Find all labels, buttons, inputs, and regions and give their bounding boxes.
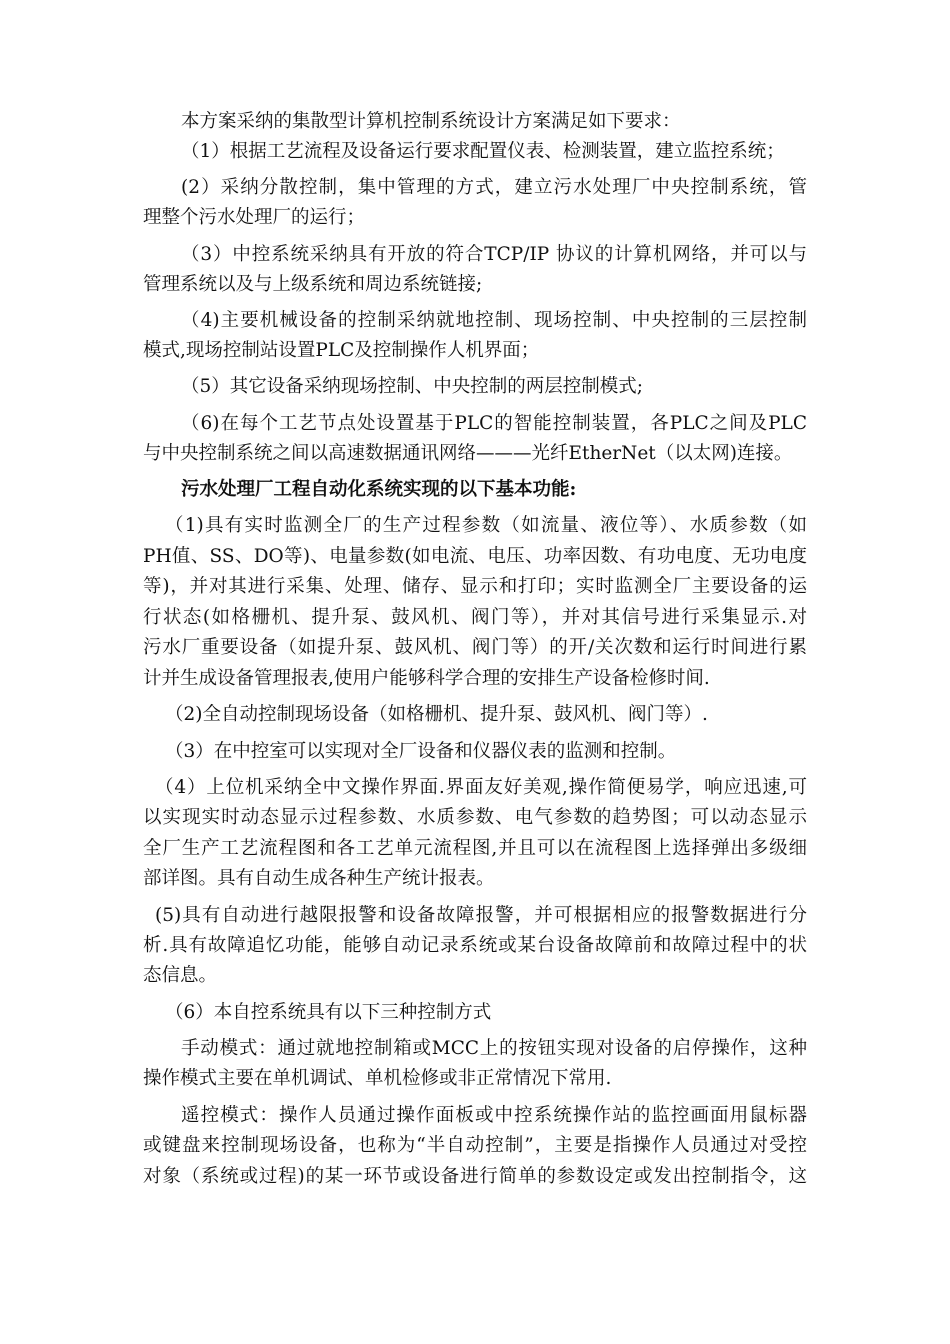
text-line: 污水厂重要设备（如提升泵、鼓风机、阀门等）的开/关次数和运行时间进行累 <box>143 637 807 658</box>
text-line: 部详图。具有自动生成各种生产统计报表。 <box>143 868 495 889</box>
text-line: （4）上位机采纳全中文操作界面.界面友好美观,操作简便易学，响应迅速,可 <box>155 777 807 798</box>
text-line: 手动模式：通过就地控制箱或MCC上的按钮实现对设备的启停操作，这种 <box>181 1038 807 1059</box>
text-line: 管理系统以及与上级系统和周边系统链接; <box>143 274 483 295</box>
text-line: 态信息。 <box>143 965 218 986</box>
text-line: （3）在中控室可以实现对全厂设备和仪器仪表的监测和控制。 <box>165 741 677 762</box>
text-line: 模式,现场控制站设置PLC及控制操作人机界面； <box>143 340 540 361</box>
text-line: 计并生成设备管理报表,使用户能够科学合理的安排生产设备检修时间. <box>143 668 710 689</box>
text-line: 等)，并对其进行采集、处理、储存、显示和打印；实时监测全厂主要设备的运 <box>143 576 807 597</box>
text-line: 遥控模式：操作人员通过操作面板或中控系统操作站的监控画面用鼠标器 <box>181 1105 807 1126</box>
text-line: 或键盘来控制现场设备，也称为“半自动控制”，主要是指操作人员通过对受控 <box>143 1135 807 1156</box>
text-line: 以实现实时动态显示过程参数、水质参数、电气参数的趋势图；可以动态显示 <box>143 807 807 828</box>
text-line: (2）采纳分散控制，集中管理的方式，建立污水处理厂中央控制系统，管 <box>181 177 807 198</box>
text-line: (5)具有自动进行越限报警和设备故障报警，并可根据相应的报警数据进行分 <box>155 905 807 926</box>
text-line: （5）其它设备采纳现场控制、中央控制的两层控制模式; <box>181 376 644 397</box>
text-line: （6)在每个工艺节点处设置基于PLC的智能控制装置，各PLC之间及PLC <box>181 413 807 434</box>
text-line: （1)具有实时监测全厂的生产过程参数（如流量、液位等）、水质参数（如 <box>165 515 807 536</box>
text-line: （3）中控系统采纳具有开放的符合TCP/IP 协议的计算机网络，并可以与 <box>181 244 807 265</box>
text-line: PH值、SS、DO等)、电量参数(如电流、电压、功率因数、有功电度、无功电度 <box>143 546 807 567</box>
text-line: （1）根据工艺流程及设备运行要求配置仪表、检测装置，建立监控系统； <box>181 141 785 162</box>
text-line: 操作模式主要在单机调试、单机检修或非正常情况下常用. <box>143 1068 612 1089</box>
text-line: 理整个污水处理厂的运行； <box>143 207 366 228</box>
text-line: （6）本自控系统具有以下三种控制方式 <box>165 1002 492 1023</box>
text-line: （4)主要机械设备的控制采纳就地控制、现场控制、中央控制的三层控制 <box>181 310 807 331</box>
text-line: 析.具有故障追忆功能，能够自动记录系统或某台设备故障前和故障过程中的状 <box>143 935 807 956</box>
text-line: 全厂生产工艺流程图和各工艺单元流程图,并且可以在流程图上选择弹出多级细 <box>143 838 807 859</box>
text-line: 对象（系统或过程)的某一环节或设备进行简单的参数设定或发出控制指令，这 <box>143 1166 807 1187</box>
text-line: （2)全自动控制现场设备（如格栅机、提升泵、鼓风机、阀门等）. <box>165 704 708 725</box>
text-line: 与中央控制系统之间以高速数据通讯网络———光纤EtherNet（以太网)连接。 <box>143 443 793 464</box>
text-line: 本方案采纳的集散型计算机控制系统设计方案满足如下要求： <box>181 111 681 132</box>
section-heading: 污水处理厂工程自动化系统实现的以下基本功能: <box>181 479 577 500</box>
text-line: 行状态(如格栅机、提升泵、鼓风机、阀门等），并对其信号进行采集显示.对 <box>143 607 807 628</box>
